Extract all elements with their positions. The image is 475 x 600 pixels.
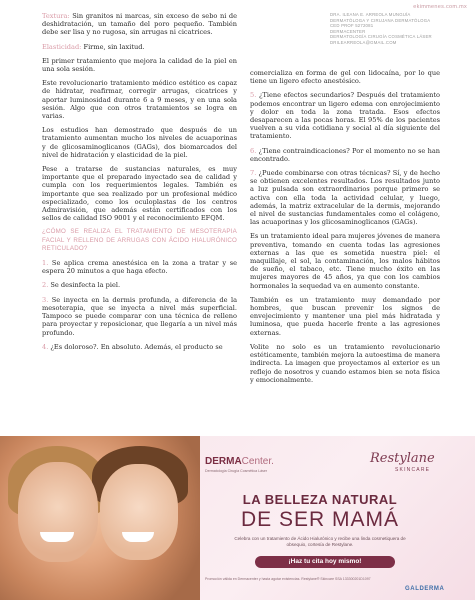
step-text: ¿Puede combinarse con otras técnicas? Sí, y de hecho se obtienen excelentes resultados. Los resultados junto a luz pulsada son extraordinarios porque primero se activa con ella toda la actividad celular, y luego, además, la matriz extracelular de la dermis, mejorando el nivel de sustancias fundamentales como el colágeno, las acuaporinas y los glicosaminoglicanos (GAGs). — [250, 169, 440, 227]
skincare-label: SKINCARE — [395, 467, 431, 473]
step-number: 5. — [250, 91, 257, 100]
step-7 — [250, 169, 440, 226]
paragraph: También es un tratamiento muy demandado por hombres, que buscan prevenir los signos de envejecimiento y mantener una piel más hidratada y luminosa, que pueda hacerle frente a las agresiones externas. — [250, 295, 440, 337]
site-url: ekimmenes.com.mx — [413, 4, 467, 10]
author-line: DERMACENTER — [330, 28, 366, 34]
author-line: DRA. ILEANA E. ARREOLA MUNGUÍA — [330, 12, 411, 17]
mother-daughter-photo — [0, 436, 200, 600]
step-text: ¿Tiene efectos secundarios? Después del tratamiento podemos encontrar un ligero edema con enrojecimiento y dolor en toda la zona tratada. Esos efectos desaparecen a las pocas horas. El 95% de los pacientes vuelven a su vida cotidiana y social al día siguiente del tratamiento. — [250, 91, 440, 141]
texture-text: Sin granitos ni marcas, sin exceso de sebo ni de deshidratación, un tamaño del poro pequeño. También debe ser lisa y no rugosa, sin arrugas ni cicatrices. — [42, 12, 237, 37]
logo-text: Center. — [241, 456, 274, 467]
step-5 — [250, 91, 440, 140]
step-number: 1. — [42, 259, 49, 268]
step-number: 4. — [42, 342, 49, 351]
logo-text: DERMA — [205, 456, 242, 467]
step-1 — [42, 259, 237, 275]
elasticity-label: Elasticidad: — [42, 42, 82, 51]
paragraph: Volite no solo es un tratamiento revolucionario estéticamente, también mejora la autoestima de manera indirecta. La imagen que proyectamos al exterior es un reflejo de nosotros y cuando estamos bien se nota física y emocionalmente. — [250, 342, 440, 384]
dermacenter-logo — [205, 456, 274, 467]
left-column — [42, 12, 237, 357]
ad-headline: LA BELLEZA NATURAL — [242, 492, 398, 507]
face-shape — [18, 462, 98, 562]
right-column — [250, 69, 440, 390]
step-text: ¿Es doloroso?. En absoluto. Además, el producto se — [48, 342, 223, 351]
elasticity-text: Firme, sin laxitud. — [81, 42, 145, 51]
step-text: Se desinfecta la piel. — [48, 281, 121, 290]
author-line: CED PROF 5272081 — [330, 23, 374, 29]
paragraph: El primer tratamiento que mejora la calidad de la piel en una sola sesión. — [42, 56, 237, 74]
step-text: ¿Tiene contraindicaciones? Por el momento no se han encontrado. — [250, 146, 440, 163]
appointment-button[interactable]: ¡Haz tu cita hoy mismo! — [255, 556, 395, 568]
step-text: Se inyecta en la dermis profunda, a diferencia de la mesoterapia, que se inyecta a nivel más superficial. Tampoco se puede comparar con una técnica de relleno para proyectar y reposicionar, que llegaría a un nivel más profundo. — [42, 295, 237, 337]
section-heading: ¿CÓMO SE REALIZA EL TRATAMIENTO DE MESOTERAPIA FACIAL Y RELLENO DE ARRUGAS CON ÁCIDO HIALURÓNICO RETICULADO? — [42, 228, 237, 252]
texture-paragraph — [42, 12, 237, 37]
dermacenter-subtitle: Dermatología Cirugía Cosmética Láser — [205, 469, 268, 473]
step-6 — [250, 147, 440, 163]
step-number: 6. — [250, 146, 257, 155]
paragraph: Este revolucionario tratamiento médico estético es capaz de hidratar, reafirmar, corregir arrugas, cicatrices y aportar luminosidad durante 6 a 9 meses, y en una sola sesión. Algo que con otros tratamientos se logra en varias. — [42, 79, 237, 121]
galderma-logo: GALDERMA — [405, 586, 445, 592]
ad-footer: Promoción válida en Dermacenter y hasta agotar existencias. Restylane® Skincare SSA 133300201D1097 — [205, 577, 371, 581]
smile-shape — [40, 532, 74, 542]
ad-headline-large: DE SER MAMÁ — [240, 508, 400, 531]
step-3 — [42, 296, 237, 337]
step-2 — [42, 281, 237, 289]
face-shape — [100, 464, 178, 560]
step-number: 3. — [42, 295, 49, 304]
author-line: DRILEARREOLA@GMAIL.COM — [330, 39, 397, 45]
step-text: Se aplica crema anestésica en la zona a tratar y se espera 20 minutos a que haga efecto. — [42, 259, 237, 276]
ad-body: Celebra con un tratamiento de Ácido Hialurónico y recibe una linda cosmetiquera de obsequio, cortesía de Restylane. — [234, 536, 406, 547]
step-number: 2. — [42, 281, 49, 290]
paragraph: Los estudios han demostrado que después de un tratamiento aumentan mucho los niveles de acuaporinas y de glicosaminoglicanos (GAGs), dos biomarcados del nivel de hidratación y elasticidad de la piel. — [42, 126, 237, 159]
paragraph: comercializa en forma de gel con lidocaína, por lo que tiene un ligero efecto anestésico. — [250, 69, 440, 86]
step-number: 7. — [250, 169, 257, 178]
author-line: DERMATÓLOGA Y CIRUJANA DERMATÓLOGA — [330, 17, 431, 23]
elasticity-paragraph — [42, 43, 237, 51]
smile-shape — [122, 532, 154, 542]
author-line: DERMATOLOGÍA CIRUGÍA COSMÉTICA LÁSER — [330, 34, 432, 40]
author-credit — [330, 12, 450, 46]
step-4 — [42, 343, 237, 351]
paragraph: Pese a tratarse de sustancias naturales, es muy importante que el preparado inyectado sea de calidad y cumpla con los requerimientos legales. También es importante que sea realizado por un profesional médico especializado, como los oculoplastas de los centros Admiravisión, que además están certificados con los sellos de calidad ISO 9001 y el reconocimiento EFQM. — [42, 165, 237, 223]
restylane-logo: Restylane — [370, 451, 435, 466]
texture-label: Textura: — [42, 12, 70, 20]
paragraph: Es un tratamiento ideal para mujeres jóvenes de manera preventiva, tomando en cuenta todas las agresiones externas a las que es sometida nuestra piel: el maquillaje, el sol, la contaminación, los malos hábitos de sueño, el tabaco, etc. Tiene mucho éxito en las mujeres mayores de 45 años, ya que con los cambios hormonales la sequedad va en aumento constante. — [250, 232, 441, 290]
advertisement[interactable] — [0, 436, 475, 600]
